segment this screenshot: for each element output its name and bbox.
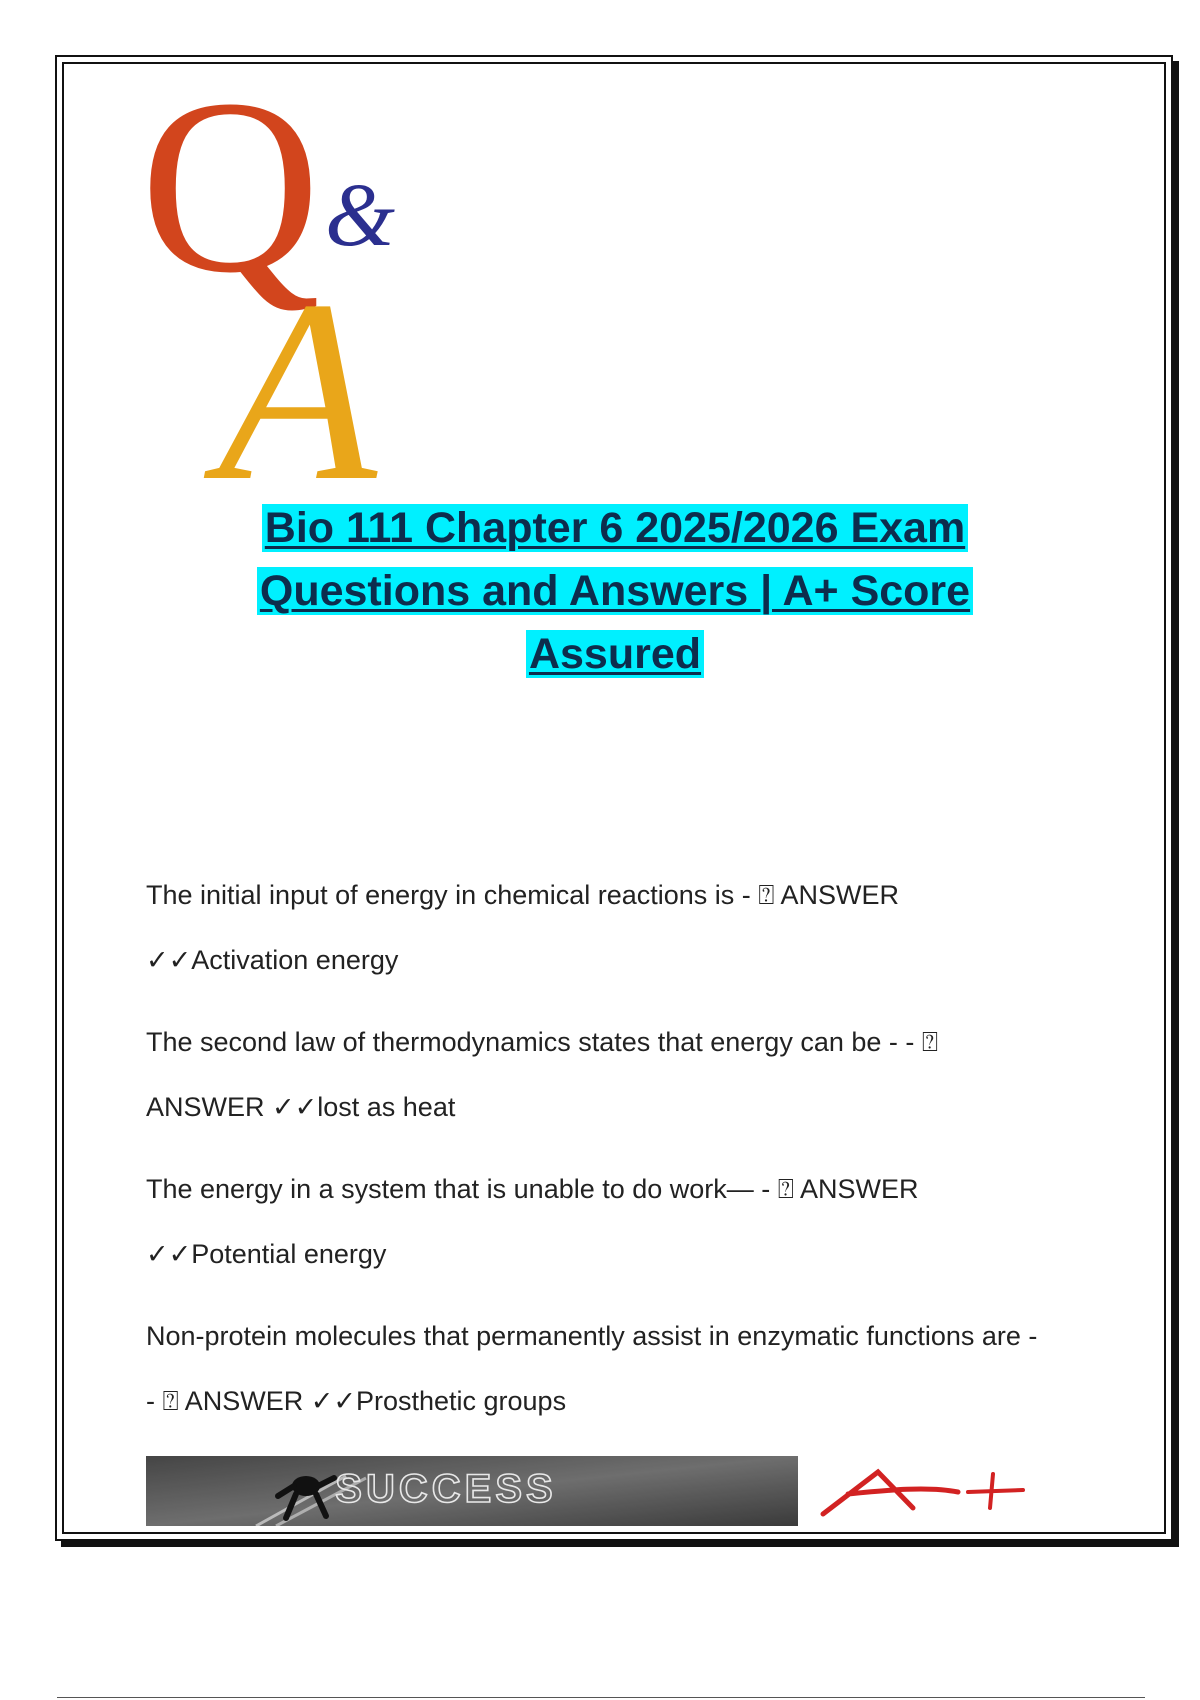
a-plus-grade-image <box>818 1462 1033 1522</box>
title-line-1: Bio 111 Chapter 6 2025/2026 Exam <box>262 504 968 552</box>
title-line-3: Assured <box>526 630 704 678</box>
question-text: Non-protein molecules that permanently assist in enzymatic functions are - <box>146 1321 1038 1351</box>
document-title <box>150 497 1080 686</box>
qa-item <box>146 1012 1106 1142</box>
success-banner-image <box>146 1456 798 1526</box>
qa-item <box>146 1306 1106 1436</box>
question-text: The second law of thermodynamics states that energy can be - - ⍰ <box>146 1027 939 1057</box>
question-text: The initial input of energy in chemical reactions is - ⍰ ANSWER <box>146 880 900 910</box>
logo-ampersand: & <box>325 166 396 265</box>
answer-text: - ⍰ ANSWER ✓✓Prosthetic groups <box>146 1386 567 1416</box>
question-text: The energy in a system that is unable to do work— - ⍰ ANSWER <box>146 1174 919 1204</box>
qa-logo <box>140 70 450 490</box>
logo-letter-q: Q <box>140 70 321 325</box>
logo-letter-a: A <box>218 247 377 490</box>
title-line-2: Questions and Answers | A+ Score <box>257 567 973 615</box>
answer-text: ✓✓Activation energy <box>146 945 399 975</box>
answer-text: ✓✓Potential energy <box>146 1239 387 1269</box>
qa-item <box>146 865 1106 995</box>
qa-list <box>146 865 1106 1453</box>
qa-item <box>146 1159 1106 1289</box>
banner-word: SUCCESS <box>335 1467 557 1511</box>
page-bottom-rule <box>57 1697 1145 1698</box>
answer-text: ANSWER ✓✓lost as heat <box>146 1092 456 1122</box>
